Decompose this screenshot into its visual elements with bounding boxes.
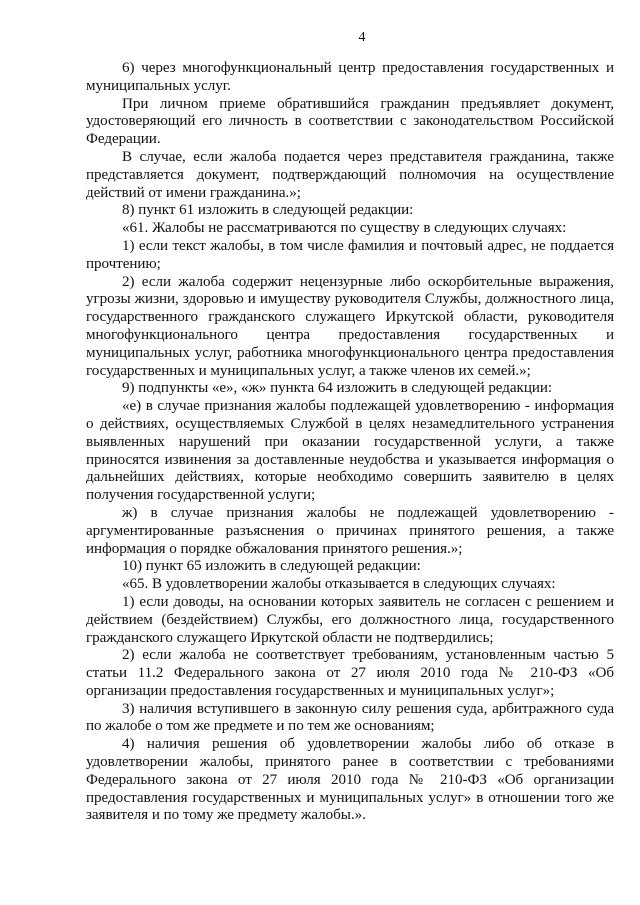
paragraph-65-item-1: 1) если доводы, на основании которых заявитель не согласен с решением и действием (бездействием) Службы, его должностного лица, государственного гражданского служащего Иркутской области не подтвердились;	[86, 593, 614, 646]
paragraph-61-item-2: 2) если жалоба содержит нецензурные либо оскорбительные выражения, угрозы жизни, здоровью и имуществу руководителя Службы, должностного лица, государственного гражданского служащего Иркутской области, руководителя многофункционального центра предоставления государственных и муниципальных услуг, работника многофункционального центра предоставления государственных и муниципальных услуг, а также членов их семей.»;	[86, 273, 614, 379]
paragraph-amendment-10: 10) пункт 65 изложить в следующей редакции:	[122, 558, 421, 575]
paragraph-65-item-2: 2) если жалоба не соответствует требованиям, установленным частью 5 статьи 11.2 Федерального закона от 27 июля 2010 года № 210-ФЗ «Об организации предоставления государственных и муниципальных услуг»;	[86, 647, 614, 699]
paragraph-amendment-8: 8) пункт 61 изложить в следующей редакции:	[122, 202, 414, 219]
document-body	[86, 60, 614, 825]
paragraph-61-item-1: 1) если текст жалобы, в том числе фамилия и почтовый адрес, не поддается прочтению;	[86, 237, 614, 272]
page-number: 4	[358, 30, 366, 45]
paragraph-amendment-9: 9) подпункты «е», «ж» пункта 64 изложить в следующей редакции:	[122, 380, 553, 397]
paragraph-64-item-e: «е) в случае признания жалобы подлежащей удовлетворению - информация о действиях, осуществляемых Службой в целях незамедлительного устранения выявленных нарушений при оказании государственной услуги, а также приносятся извинения за доставленные неудобства и указывается информация о дальнейших действиях, которые необходимо совершить заявителю в целях получения государственной услуги;	[86, 398, 614, 504]
paragraph-clause-65: «65. В удовлетворении жалобы отказывается в следующих случаях:	[122, 576, 556, 593]
paragraph-65-item-3: 3) наличия вступившего в законную силу решения суда, арбитражного суда по жалобе о том же предмете и по тем же основаниям;	[86, 700, 614, 735]
paragraph-65-item-4: 4) наличия решения об удовлетворении жалобы либо об отказе в удовлетворении жалобы, принятого ранее в соответствии с требованиями Федерального закона от 27 июля 2010 года № 210-ФЗ «Об организации предоставления государственных и муниципальных услуг» в отношении того же заявителя и по тому же предмету жалобы.».	[86, 736, 614, 824]
paragraph-personal-reception: При личном приеме обратившийся гражданин предъявляет документ, удостоверяющий его личность в соответствии с законодательством Российской Федерации.	[86, 95, 614, 148]
paragraph-representative: В случае, если жалоба подается через представителя гражданина, также представляется документ, подтверждающий полномочия на осуществление действий от имени гражданина.»;	[86, 148, 614, 201]
paragraph-64-item-zh: ж) в случае признания жалобы не подлежащей удовлетворению - аргументированные разъяснения о причинах принятого решения, а также информация о порядке обжалования принятого решения.»;	[86, 504, 614, 557]
paragraph-item-6-mfc: 6) через многофункциональный центр предоставления государственных и муниципальных услуг.	[86, 60, 614, 94]
paragraph-clause-61: «61. Жалобы не рассматриваются по существу в следующих случаях:	[122, 220, 567, 237]
